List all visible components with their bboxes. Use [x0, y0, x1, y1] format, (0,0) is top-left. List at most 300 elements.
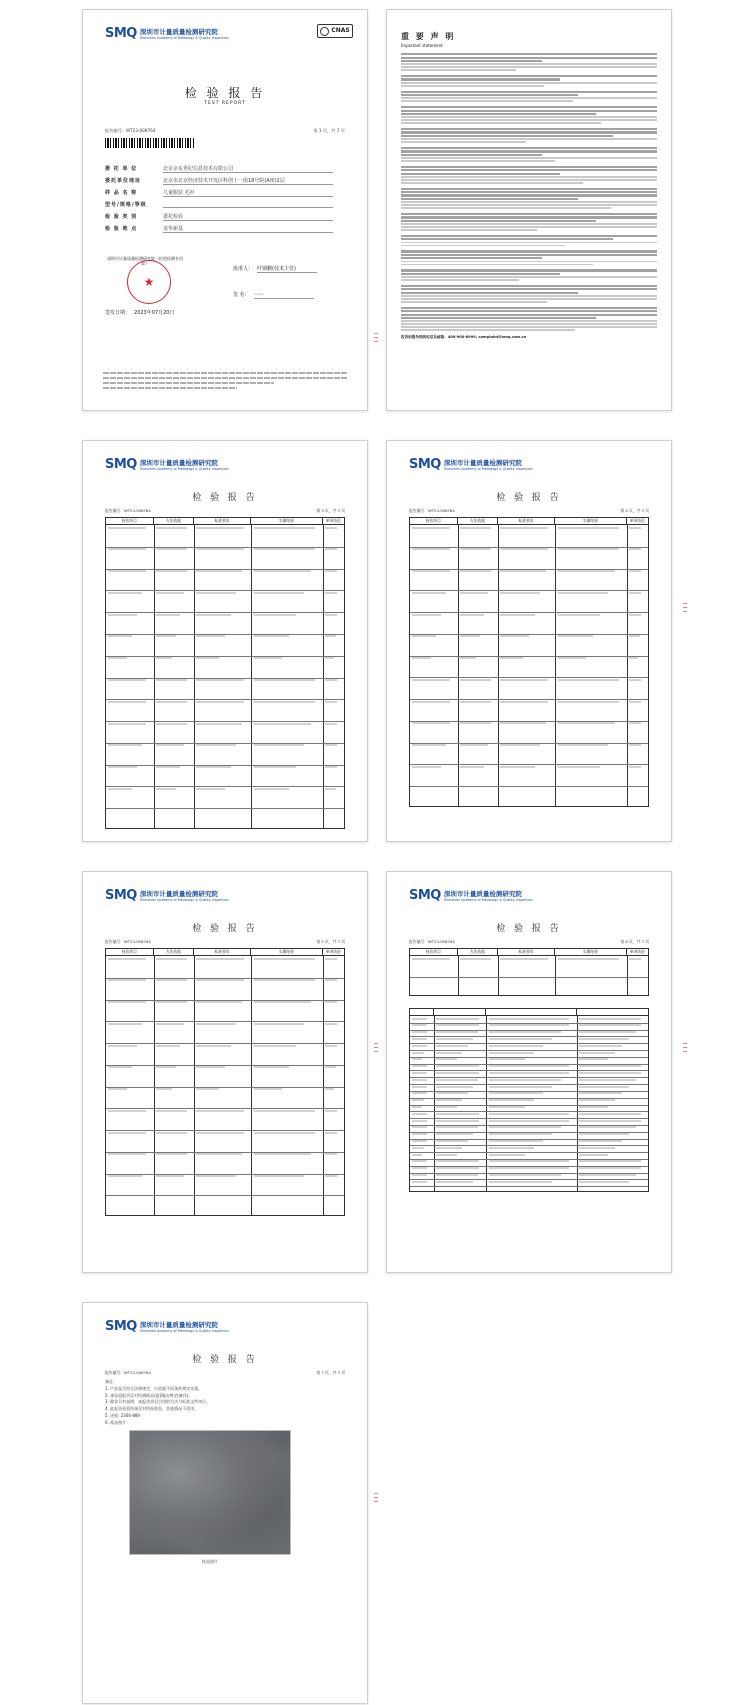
- table-cell: [500, 744, 540, 746]
- field-client: 委 托 单 位 北京京东世纪信息技术有限公司: [105, 166, 333, 173]
- table-cell: [436, 1079, 478, 1081]
- table-header-cell: [577, 1009, 648, 1015]
- table-cell: [156, 723, 187, 725]
- table-cell: [412, 1079, 426, 1081]
- sample-photo: [129, 1430, 291, 1555]
- cover-footer: [103, 369, 347, 392]
- table-cell: [412, 592, 445, 594]
- table-cell: [254, 1088, 283, 1090]
- table-cell: [156, 1045, 180, 1047]
- table-cell: [108, 1132, 146, 1134]
- table-cell: [489, 1099, 534, 1101]
- table-cell: [460, 679, 491, 681]
- report-page-6: [386, 871, 672, 1273]
- text-line: [401, 242, 657, 244]
- table-header-cell: 标准要求: [498, 518, 555, 524]
- text-line: [401, 91, 657, 93]
- text-line: [401, 250, 657, 252]
- table-row: [106, 656, 344, 657]
- table-header-cell: [486, 1009, 576, 1015]
- table-row: [106, 808, 344, 809]
- table-cell: [489, 1052, 534, 1054]
- table-cell: [579, 1024, 641, 1026]
- table-cell: [579, 1065, 641, 1067]
- table-cell: [196, 788, 225, 790]
- table-cell: [254, 1045, 297, 1047]
- text-line: [401, 198, 578, 200]
- remark-item: 1. 产品是否符合法律规定，应依据不同条件判定实现。: [105, 1385, 203, 1391]
- text-line: [401, 285, 657, 287]
- text-line: [401, 298, 657, 300]
- table-cell: [579, 1147, 615, 1149]
- table-row: [410, 1186, 648, 1187]
- table-cell: [108, 657, 127, 659]
- table-cell: [254, 1066, 290, 1068]
- table-cell: [436, 1086, 473, 1088]
- table-cell: [579, 1167, 641, 1169]
- table-cell: [436, 1024, 479, 1026]
- text-line: [401, 94, 578, 96]
- page-title: 检 验 报 告: [192, 493, 258, 503]
- table-cell: [500, 722, 546, 724]
- table-cell: [254, 766, 297, 768]
- table-header: [106, 518, 344, 525]
- text-line: [401, 176, 657, 178]
- text-line: [401, 207, 611, 209]
- table-cell: [460, 766, 484, 768]
- text-line: [401, 116, 657, 118]
- table-cell: [412, 1099, 424, 1101]
- table-header-cell: 实测结果: [555, 518, 626, 524]
- table-header: [410, 518, 648, 525]
- table-column-line: [251, 956, 252, 1215]
- statement-paragraph: [401, 147, 657, 162]
- table-cell: [412, 1174, 426, 1176]
- table-cell: [436, 1018, 479, 1020]
- statement-paragraph: [401, 75, 657, 87]
- text-line: [401, 226, 657, 228]
- table-column-line: [323, 956, 324, 1215]
- table-cell: [489, 1160, 570, 1162]
- table-cell: [500, 679, 548, 681]
- table-column-line: [154, 525, 155, 828]
- text-line: [401, 182, 583, 184]
- table-cell: [436, 1065, 479, 1067]
- table-cell: [489, 1154, 525, 1156]
- text-line: [401, 66, 657, 68]
- table-cell: [156, 958, 187, 960]
- report-page-7: [82, 1302, 368, 1704]
- table-cell: [412, 1018, 426, 1020]
- table-header-cell: 方法依据: [458, 949, 498, 955]
- table-header-cell: 检验项目: [106, 518, 154, 524]
- table-cell: [196, 1153, 242, 1155]
- table-cell: [156, 614, 180, 616]
- table-cell: [436, 1174, 478, 1176]
- table-cell: [254, 679, 316, 681]
- table-header-cell: 检验项目: [410, 949, 458, 955]
- table-cell: [325, 657, 334, 659]
- signature: 签 名： 〰〰: [233, 292, 314, 299]
- text-line: [401, 82, 657, 84]
- text-line: [401, 160, 555, 162]
- text-line: [401, 110, 657, 112]
- table-cell: [156, 766, 180, 768]
- table-cell: [412, 1147, 424, 1149]
- table-cell: [579, 1160, 641, 1162]
- statement-paragraph: [401, 213, 657, 231]
- statement-paragraph: [401, 106, 657, 124]
- remark-item: 4. 此报告检验结果仅对所检样品，其他情况不适用。: [105, 1406, 199, 1412]
- table-cell: [489, 1147, 534, 1149]
- table-header-cell: 实测结果: [251, 518, 322, 524]
- org-logo: [105, 26, 229, 42]
- table-cell: [325, 1023, 337, 1025]
- text-line: [401, 85, 544, 87]
- remark-item: 6. 样品照片：: [105, 1419, 131, 1425]
- table-cell: [412, 1024, 426, 1026]
- table-cell: [558, 701, 620, 703]
- table-cell: [579, 1120, 641, 1122]
- table-cell: [489, 1113, 570, 1115]
- text-line: [401, 169, 657, 171]
- table-cell: [558, 527, 620, 529]
- table-cell: [489, 1181, 552, 1183]
- table-cell: [156, 1110, 187, 1112]
- text-line: [401, 314, 657, 316]
- table-cell: [489, 1174, 561, 1176]
- table-cell: [108, 592, 141, 594]
- table-cell: [500, 766, 534, 768]
- table-column-line: [555, 956, 556, 995]
- table-cell: [254, 592, 304, 594]
- table-column-line: [458, 956, 459, 995]
- table-header-cell: 实测结果: [555, 949, 626, 955]
- table-cell: [579, 1133, 629, 1135]
- table-cell: [500, 614, 534, 616]
- table-cell: [436, 1160, 479, 1162]
- table-cell: [500, 548, 548, 550]
- statement-paragraph: [401, 285, 657, 303]
- table-cell: [579, 1174, 636, 1176]
- table-cell: [629, 958, 641, 960]
- table-cell: [489, 1086, 552, 1088]
- table-cell: [108, 1023, 141, 1025]
- table-cell: [254, 744, 304, 746]
- table-cell: [436, 1113, 479, 1115]
- text-line: [401, 97, 657, 99]
- results-table: [409, 948, 649, 996]
- org-name-en: Shenzhen Academy of Metrology & Quality Inspection: [139, 36, 229, 41]
- table-cell: [489, 1167, 570, 1169]
- table-column-line: [323, 525, 324, 828]
- table-cell: [412, 1058, 422, 1060]
- table-cell: [108, 635, 132, 637]
- table-header: [410, 949, 648, 956]
- table-cell: [254, 1110, 316, 1112]
- azo-dye-table: [409, 1008, 649, 1192]
- table-column-line: [627, 956, 628, 995]
- table-header-cell: 标准要求: [194, 949, 251, 955]
- table-cell: [156, 1132, 187, 1134]
- table-cell: [412, 958, 450, 960]
- text-line: [401, 229, 537, 231]
- sample-photo-caption: 样品照片: [202, 1559, 218, 1564]
- statement-paragraph: [401, 269, 657, 281]
- table-header-cell: 方法依据: [154, 518, 194, 524]
- text-line: [401, 141, 526, 143]
- table-cell: [579, 1181, 629, 1183]
- table-cell: [196, 527, 244, 529]
- report-page-3: [82, 440, 368, 842]
- table-cell: [325, 701, 337, 703]
- table-cell: [436, 1058, 457, 1060]
- statement-title: 重 要 声 明: [401, 32, 456, 41]
- table-cell: [254, 657, 283, 659]
- table-cell: [254, 958, 316, 960]
- field-model-spec: 型号/规格/等级: [105, 202, 333, 208]
- table-cell: [156, 657, 172, 659]
- table-cell: [436, 1126, 478, 1128]
- table-cell: [108, 723, 146, 725]
- table-cell: [196, 1175, 236, 1177]
- table-cell: [436, 1052, 462, 1054]
- text-line: [401, 131, 657, 133]
- table-cell: [156, 788, 176, 790]
- table-cell: [629, 635, 640, 637]
- table-cell: [460, 657, 476, 659]
- text-line: [401, 204, 657, 206]
- table-cell: [325, 548, 337, 550]
- table-cell: [412, 722, 450, 724]
- table-cell: [579, 1113, 641, 1115]
- report-page-statement: [386, 9, 672, 411]
- table-cell: [489, 1058, 525, 1060]
- table-cell: [325, 958, 337, 960]
- table-cell: [412, 1045, 426, 1047]
- official-seal-icon: ★: [127, 260, 171, 304]
- table-cell: [156, 1023, 184, 1025]
- logo-abbr: SMQ: [105, 26, 137, 41]
- table-header-cell: 单项结论: [325, 517, 341, 523]
- seam-stamp-icon: [683, 1040, 689, 1055]
- table-cell: [196, 657, 219, 659]
- table-cell: [579, 1072, 641, 1074]
- text-line: [401, 63, 657, 65]
- table-cell: [460, 614, 484, 616]
- text-line: [401, 57, 657, 59]
- table-cell: [325, 744, 337, 746]
- table-row: [410, 786, 648, 787]
- table-cell: [412, 635, 436, 637]
- org-logo: SMQ 深圳市计量质量检测研究院 Shenzhen Academy of Metrology & Quality Inspection: [409, 457, 533, 472]
- table-cell: [325, 1110, 337, 1112]
- table-cell: [254, 1001, 311, 1003]
- page-title: 检 验 报 告: [192, 924, 258, 934]
- table-cell: [436, 1099, 462, 1101]
- table-cell: [156, 635, 176, 637]
- table-cell: [156, 701, 187, 703]
- table-cell: [629, 722, 641, 724]
- table-cell: [558, 679, 620, 681]
- table-cell: [500, 635, 529, 637]
- text-line: [401, 69, 516, 71]
- page-meta: 报告编号：WT23-008764 第 5 页，共 7 页: [105, 939, 345, 944]
- table-cell: [156, 592, 184, 594]
- table-header-cell: 标准要求: [194, 518, 251, 524]
- table-cell: [412, 1181, 426, 1183]
- statement-subtitle: Important statement: [401, 43, 443, 48]
- table-column-line: [251, 525, 252, 828]
- table-cell: [325, 1001, 337, 1003]
- text-line: [401, 238, 613, 240]
- table-cell: [489, 1038, 552, 1040]
- page-meta: 报告编号：WT23-008764 第 3 页，共 7 页: [105, 508, 345, 513]
- table-cell: [629, 679, 641, 681]
- table-cell: [196, 1045, 230, 1047]
- table-cell: [436, 1133, 473, 1135]
- contact-line: 投诉和服务热线电话及邮箱：400-900-8999, complaint@smq.com.cn: [401, 335, 527, 339]
- page-title: 检 验 报 告: [496, 493, 562, 503]
- table-cell: [325, 1153, 337, 1155]
- table-cell: [412, 1052, 424, 1054]
- table-cell: [196, 570, 242, 572]
- table-cell: [558, 766, 601, 768]
- table-cell: [108, 1175, 141, 1177]
- text-line: [401, 122, 601, 124]
- table-cell: [489, 1031, 561, 1033]
- table-cell: [108, 744, 141, 746]
- table-cell: [412, 1160, 426, 1162]
- text-line: [401, 273, 560, 275]
- table-header-cell: 方法依据: [458, 518, 498, 524]
- table-cell: [156, 979, 187, 981]
- text-line: [401, 135, 613, 137]
- table-cell: [436, 1038, 473, 1040]
- table-row: [410, 634, 648, 635]
- table-cell: [629, 744, 641, 746]
- table-cell: [325, 788, 336, 790]
- table-cell: [254, 788, 290, 790]
- table-header-cell: 方法依据: [154, 949, 194, 955]
- table-cell: [412, 1140, 426, 1142]
- table-cell: [325, 635, 336, 637]
- table-cell: [412, 1113, 426, 1115]
- table-cell: [579, 1058, 608, 1060]
- table-cell: [156, 1175, 184, 1177]
- table-cell: [196, 614, 230, 616]
- table-cell: [412, 1086, 426, 1088]
- table-cell: [412, 679, 450, 681]
- table-header-cell: 实测结果: [251, 949, 322, 955]
- statement-paragraph: [401, 235, 657, 247]
- statement-paragraph: [401, 53, 657, 71]
- table-cell: [156, 1088, 172, 1090]
- table-cell: [156, 527, 187, 529]
- page-title: 检 验 报 告: [192, 1355, 258, 1365]
- table-cell: [558, 548, 620, 550]
- table-cell: [254, 723, 311, 725]
- table-row: [106, 1195, 344, 1196]
- text-line: [401, 60, 542, 62]
- table-cell: [108, 1066, 132, 1068]
- table-cell: [412, 744, 445, 746]
- text-line: [401, 194, 657, 196]
- table-cell: [558, 570, 615, 572]
- table-cell: [436, 1147, 462, 1149]
- text-line: [401, 257, 542, 259]
- table-cell: [325, 1066, 336, 1068]
- table-column-line: [194, 525, 195, 828]
- table-cell: [436, 1072, 479, 1074]
- table-cell: [500, 527, 548, 529]
- table-cell: [436, 1181, 473, 1183]
- table-cell: [196, 1001, 242, 1003]
- table-cell: [412, 1038, 426, 1040]
- table-cell: [460, 958, 491, 960]
- table-cell: [108, 1045, 137, 1047]
- table-cell: [558, 614, 601, 616]
- table-cell: [412, 1072, 426, 1074]
- table-cell: [196, 744, 236, 746]
- table-cell: [325, 1175, 337, 1177]
- statement-body: [401, 52, 657, 339]
- table-cell: [489, 1018, 570, 1020]
- table-cell: [108, 1088, 127, 1090]
- table-row: [106, 1065, 344, 1066]
- table-column-line: [498, 956, 499, 995]
- seal-label: 深圳市计量质量检测研究院（检验检测专用章）: [107, 256, 183, 266]
- text-line: [401, 295, 657, 297]
- table-cell: [196, 592, 236, 594]
- table-cell: [196, 958, 244, 960]
- table-cell: [436, 1031, 478, 1033]
- text-line: [401, 288, 657, 290]
- table-cell: [108, 548, 146, 550]
- table-cell: [436, 1154, 457, 1156]
- table-header-cell: 单项结论: [629, 948, 645, 954]
- table-cell: [436, 1140, 467, 1142]
- table-header-cell: 检验项目: [410, 518, 458, 524]
- table-cell: [500, 592, 540, 594]
- text-line: [401, 150, 657, 152]
- table-cell: [558, 635, 594, 637]
- text-line: [401, 279, 519, 281]
- table-cell: [254, 979, 316, 981]
- text-line: [401, 154, 542, 156]
- text-line: [401, 179, 657, 181]
- barcode-icon: [105, 138, 195, 148]
- table-cell: [108, 1001, 146, 1003]
- table-cell: [196, 679, 244, 681]
- table-cell: [108, 679, 146, 681]
- table-cell: [196, 1023, 236, 1025]
- table-cell: [489, 1120, 570, 1122]
- report-number: 报告编号：WT23-008764: [105, 128, 156, 133]
- table-row: [410, 656, 648, 657]
- seam-stamp-icon: [374, 1040, 380, 1055]
- table-row: [410, 977, 648, 978]
- table-cell: [254, 570, 311, 572]
- remark-item: 2. 本检验报告仅对所测样品(批)做出判定(备作)。: [105, 1392, 193, 1398]
- table-cell: [460, 701, 491, 703]
- statement-paragraph: [401, 128, 657, 143]
- table-cell: [558, 958, 620, 960]
- table-cell: [629, 592, 641, 594]
- table-cell: [436, 1092, 467, 1094]
- table-cell: [196, 1088, 219, 1090]
- text-line: [401, 254, 657, 256]
